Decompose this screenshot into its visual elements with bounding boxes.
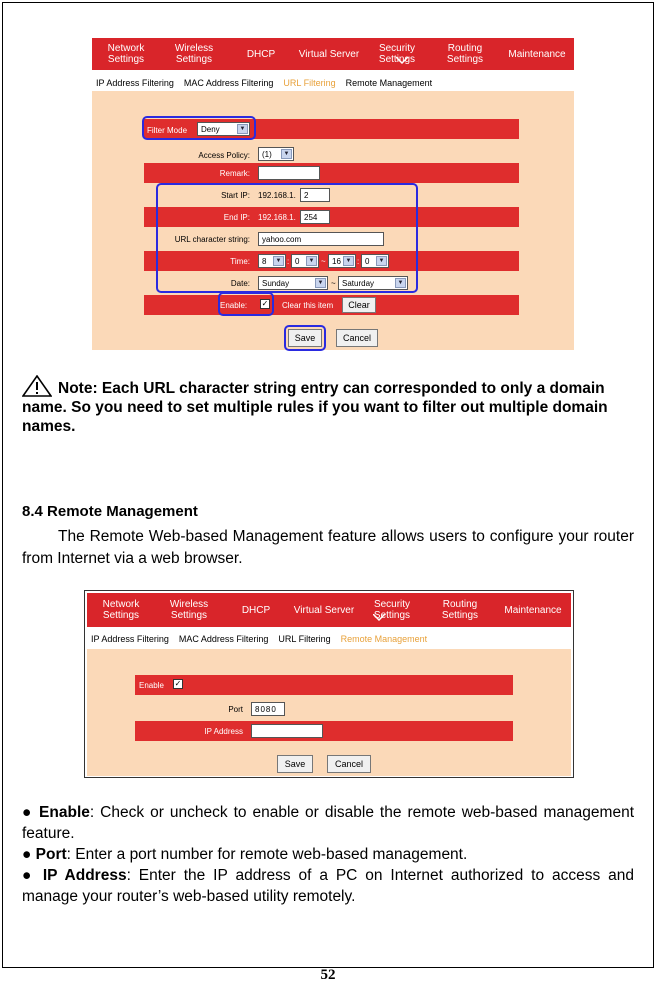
- port-input[interactable]: 8080: [251, 702, 285, 716]
- nav-maintenance[interactable]: Maintenance: [508, 48, 566, 60]
- chevron-down-icon: ▼: [315, 278, 326, 288]
- url-string-label: URL character string:: [174, 235, 250, 244]
- nav-wireless-settings[interactable]: Wireless Settings: [169, 599, 209, 621]
- chevron-down-icon: ▼: [237, 124, 248, 134]
- nav-security-settings[interactable]: Security Settings: [378, 43, 416, 65]
- form-panel: [92, 91, 574, 350]
- enable-label: Enable: [139, 681, 164, 690]
- save-button[interactable]: Save: [288, 329, 322, 347]
- page-number: 52: [320, 967, 336, 983]
- nav-virtual-server[interactable]: Virtual Server: [293, 604, 355, 616]
- chevron-down-icon: ▼: [395, 278, 406, 288]
- chevron-down-icon: ▼: [343, 256, 354, 266]
- clear-item-label: Clear this item: [282, 301, 334, 310]
- start-ip-input[interactable]: 2: [300, 188, 330, 202]
- top-navigation: [87, 593, 571, 627]
- nav-routing-settings[interactable]: Routing Settings: [446, 43, 484, 65]
- date-from-select[interactable]: Sunday ▼: [258, 276, 328, 290]
- time-colon-2: :: [357, 257, 360, 266]
- end-ip-prefix: 192.168.1.: [258, 213, 296, 222]
- date-to-select[interactable]: Saturday ▼: [338, 276, 408, 290]
- bullet-term: Enable: [39, 804, 90, 821]
- bullet-port: ● Port: Enter a port number for remote web-based management.: [22, 846, 468, 863]
- top-navigation: [92, 38, 574, 70]
- remark-label: Remark:: [219, 169, 250, 178]
- time-colon-1: :: [287, 257, 290, 266]
- bullet-term: Port: [35, 846, 67, 863]
- bullet-text: : Enter the IP address of a PC on Internet authorized to access and manage your router’s web-based utility remotely.: [22, 867, 634, 905]
- enable-row: [135, 675, 513, 695]
- subnav-ip-address-filtering[interactable]: IP Address Filtering: [91, 634, 169, 644]
- enable-checkbox[interactable]: ✓: [261, 299, 269, 308]
- subnav-ip-address-filtering[interactable]: IP Address Filtering: [96, 78, 174, 88]
- nav-security-settings[interactable]: Security Settings: [373, 599, 411, 621]
- start-ip-prefix: 192.168.1.: [258, 191, 296, 200]
- cancel-button[interactable]: Cancel: [336, 329, 378, 347]
- start-ip-label: Start IP:: [221, 191, 250, 200]
- filter-mode-label: Filter Mode: [147, 126, 188, 135]
- nav-routing-settings[interactable]: Routing Settings: [441, 599, 479, 621]
- url-filtering-screenshot: [90, 36, 576, 352]
- active-tab-indicator-icon: [396, 57, 408, 64]
- bullet-enable: ● Enable: Check or uncheck to enable or disable the remote web-based management feature.: [22, 804, 634, 842]
- subnav-url-filtering[interactable]: URL Filtering: [283, 78, 336, 88]
- nav-network-settings[interactable]: Network Settings: [107, 43, 145, 65]
- chevron-down-icon: ▼: [281, 149, 292, 159]
- end-ip-input[interactable]: 254: [300, 210, 330, 224]
- chevron-down-icon: ▼: [376, 256, 387, 266]
- form-panel: [87, 649, 571, 776]
- time-tilde: ~: [321, 257, 326, 266]
- filter-mode-highlight: [142, 116, 256, 140]
- sub-navigation: [96, 78, 442, 88]
- subnav-url-filtering[interactable]: URL Filtering: [278, 634, 331, 644]
- nav-wireless-settings[interactable]: Wireless Settings: [174, 43, 214, 65]
- note: [22, 375, 634, 436]
- active-tab-indicator-icon: [373, 614, 385, 621]
- time-start-minute-select[interactable]: 0 ▼: [291, 254, 319, 268]
- chevron-down-icon: ▼: [273, 256, 284, 266]
- sub-navigation: [91, 634, 437, 644]
- filter-mode-select[interactable]: Deny ▼: [197, 122, 250, 136]
- date-tilde: ~: [331, 279, 336, 288]
- bullet-text: : Check or uncheck to enable or disable the remote web-based management feature.: [22, 804, 634, 842]
- save-button[interactable]: Save: [277, 755, 313, 773]
- bullet-text: : Enter a port number for remote web-based management.: [66, 846, 468, 863]
- time-label: Time:: [230, 257, 250, 266]
- access-policy-select[interactable]: (1) ▼: [258, 147, 294, 161]
- access-policy-label: Access Policy:: [198, 151, 250, 160]
- time-end-hour-select[interactable]: 16 ▼: [328, 254, 356, 268]
- subnav-remote-management[interactable]: Remote Management: [345, 78, 433, 88]
- note-text: Note: Each URL character string entry can corresponded to only a domain name. So you need to set multiple rules if you want to filter out multiple domain names.: [22, 380, 608, 435]
- chevron-down-icon: ▼: [306, 256, 317, 266]
- date-label: Date:: [230, 279, 250, 288]
- nav-dhcp[interactable]: DHCP: [241, 604, 271, 616]
- subnav-mac-address-filtering[interactable]: MAC Address Filtering: [183, 78, 274, 88]
- cancel-button[interactable]: Cancel: [327, 755, 371, 773]
- save-highlight: [284, 325, 326, 351]
- enable-label: Enable:: [220, 301, 248, 310]
- url-string-input[interactable]: yahoo.com: [258, 232, 384, 246]
- nav-maintenance[interactable]: Maintenance: [504, 604, 562, 616]
- clear-button[interactable]: Clear: [342, 297, 376, 313]
- ip-address-input[interactable]: [251, 724, 323, 738]
- port-label: Port: [228, 705, 243, 714]
- section-heading: 8.4 Remote Management: [22, 503, 198, 520]
- nav-dhcp[interactable]: DHCP: [246, 48, 276, 60]
- remote-management-screenshot: [84, 590, 574, 778]
- enable-highlight: [218, 292, 274, 316]
- nav-network-settings[interactable]: Network Settings: [102, 599, 140, 621]
- bullet-list: [22, 802, 634, 907]
- warning-icon: [22, 375, 52, 397]
- subnav-remote-management[interactable]: Remote Management: [340, 634, 428, 644]
- nav-virtual-server[interactable]: Virtual Server: [298, 48, 360, 60]
- enable-checkbox[interactable]: ✓: [174, 679, 182, 688]
- subnav-mac-address-filtering[interactable]: MAC Address Filtering: [178, 634, 269, 644]
- time-end-minute-select[interactable]: 0 ▼: [361, 254, 389, 268]
- rule-fields-highlight: [156, 183, 418, 293]
- ip-address-label: IP Address: [204, 727, 243, 736]
- section-paragraph: The Remote Web-based Management feature allows users to configure your router from Internet via a web browser.: [22, 528, 634, 567]
- end-ip-label: End IP:: [223, 213, 250, 222]
- bullet-term: IP Address: [42, 867, 127, 884]
- time-start-hour-select[interactable]: 8 ▼: [258, 254, 286, 268]
- bullet-ip-address: ● IP Address: Enter the IP address of a PC on Internet authorized to access and manage your router’s web-based utility remotely.: [22, 867, 634, 905]
- remark-input[interactable]: [258, 166, 320, 180]
